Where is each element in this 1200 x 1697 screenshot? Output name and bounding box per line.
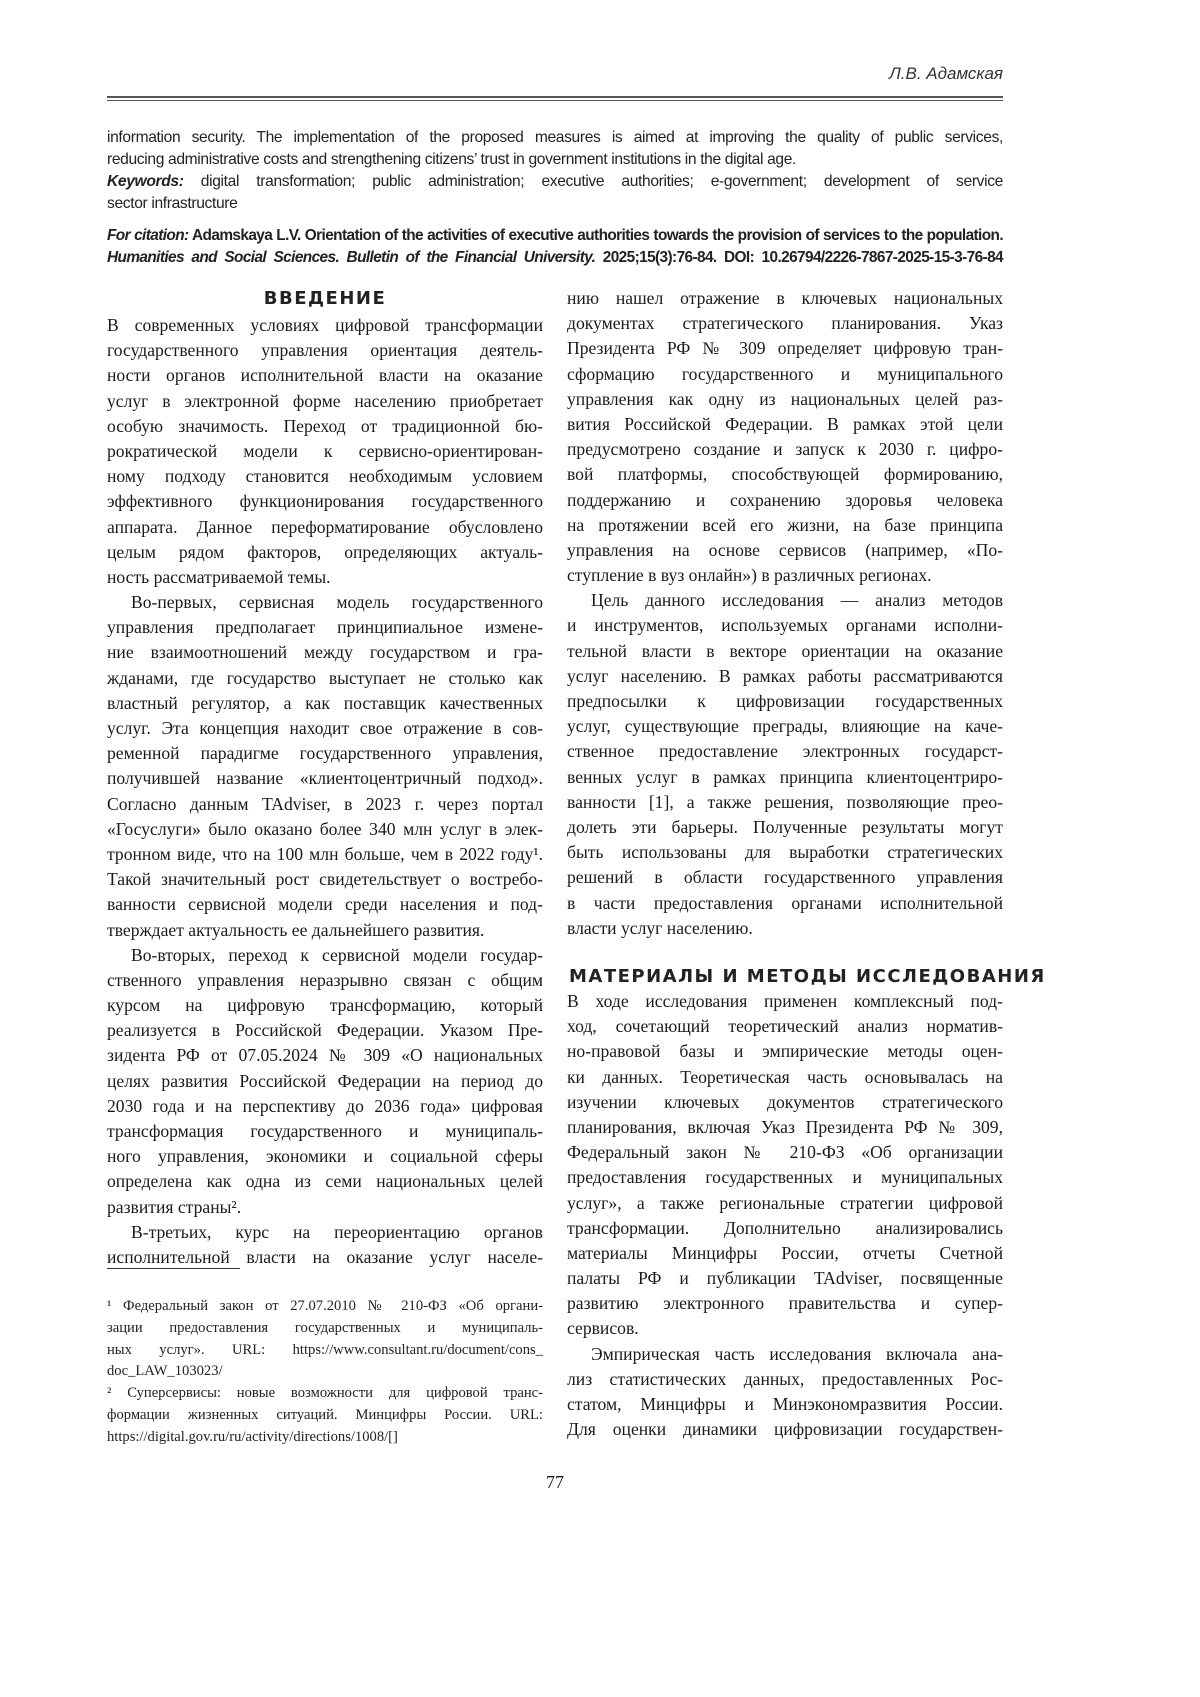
text-line: «Госуслуги» было оказано более 340 млн услуг в элек- (107, 819, 543, 844)
text-line: 2030 года и на перспективу до 2036 года» цифровая (107, 1096, 543, 1121)
citation-line (107, 227, 1003, 249)
text-line: изучении ключевых документов стратегического (567, 1092, 1003, 1117)
footnotes (107, 1298, 543, 1451)
footnote-line: формации жизненных ситуаций. Минцифры России. URL: (107, 1407, 543, 1429)
text-line: услуг. Эта концепция находит свое отражение в сов- (107, 718, 543, 743)
right-column-top (567, 288, 1003, 943)
page-number: 77 (0, 1472, 1110, 1493)
text-line: реализуется в Российской Федерации. Указом Пре- (107, 1020, 543, 1045)
paragraph (107, 592, 543, 945)
text-line: ного управления, экономики и социальной сферы (107, 1146, 543, 1171)
text-line: целым рядом факторов, определяющих актуаль- (107, 542, 543, 567)
text-line: определена как одна из семи национальных целей (107, 1171, 543, 1196)
text-line: ственного управления неразрывно связан с общим (107, 970, 543, 995)
text-line: управления предполагает принципиальное измене- (107, 617, 543, 642)
text-line: трансформация государственного и муниципаль- (107, 1121, 543, 1146)
text-line: документах стратегического планирования. Указ (567, 313, 1003, 338)
citation-line (107, 249, 1003, 271)
text-line: но-правовой базы и эмпирические методы оцен- (567, 1041, 1003, 1066)
text-line: и инструментов, используемых органами исполни- (567, 615, 1003, 640)
text-line: тронном виде, что на 100 млн больше, чем в 2022 году¹. (107, 844, 543, 869)
paragraph (567, 590, 1003, 943)
paragraph (107, 945, 543, 1222)
text-line: тельной власти в векторе ориентации на оказание (567, 641, 1003, 666)
text-line: услуг», а также региональные стратегии цифровой (567, 1193, 1003, 1218)
text-line: ванности [1], а также решения, позволяющие прео- (567, 792, 1003, 817)
footnote-line: ¹ Федеральный закон от 27.07.2010 № 210-ФЗ «Об органи- (107, 1298, 543, 1320)
left-column (107, 315, 543, 1272)
paragraph (567, 288, 1003, 590)
text-line: вития Российской Федерации. В рамках этой цели (567, 414, 1003, 439)
text-line: управления на основе сервисов (например, «По- (567, 540, 1003, 565)
text-line: ственное предоставление электронных государст- (567, 741, 1003, 766)
text-line: планирования, включая Указ Президента РФ № 309, (567, 1117, 1003, 1142)
footnote (107, 1385, 543, 1450)
footnote-line: https://digital.gov.ru/ru/activity/directions/1008/[] (107, 1429, 543, 1451)
citation-details: 2025;15(3):76-84. DOI: 10.26794/2226-7867-2025-15-3-76-84 (603, 249, 1003, 266)
text-line: предпосылки к цифровизации государственных (567, 691, 1003, 716)
text-line: Эмпирическая часть исследования включала ана- (567, 1344, 1003, 1369)
text-line: материалы Минцифры России, отчеты Счетной (567, 1243, 1003, 1268)
text-line: В-третьих, курс на переориентацию органов (107, 1222, 543, 1247)
text-line: эффективного функционирования государственного (107, 491, 543, 516)
footnote-line: ² Суперсервисы: новые возможности для цифровой транс- (107, 1385, 543, 1407)
keywords-line (107, 173, 1003, 195)
text-line: статом, Минцифры и Минэкономразвития России. (567, 1394, 1003, 1419)
citation-label: For citation: (107, 227, 189, 244)
keywords-line: sector infrastructure (107, 195, 1003, 217)
text-line: Согласно данным TAdviser, в 2023 г. через портал (107, 794, 543, 819)
text-line: управления как одну из национальных целей раз- (567, 389, 1003, 414)
text-line: развитию электронного правительства и супер- (567, 1293, 1003, 1318)
text-line: тверждает актуальность ее дальнейшего развития. (107, 920, 543, 945)
text-line: государственного управления ориентация деятель- (107, 340, 543, 365)
text-line: развития страны². (107, 1197, 543, 1222)
paragraph (567, 1344, 1003, 1445)
text-line: услуг населению. В рамках работы рассматриваются (567, 666, 1003, 691)
footnote-line: doc_LAW_103023/ (107, 1363, 543, 1385)
section-heading-methods: МАТЕРИАЛЫ И МЕТОДЫ ИССЛЕДОВАНИЯ (569, 966, 1046, 987)
footnote (107, 1298, 543, 1385)
text-line: Цель данного исследования — анализ методов (567, 590, 1003, 615)
text-line: рократической модели к сервисно-ориентирован- (107, 441, 543, 466)
abstract-line: information security. The implementation of the proposed measures is aimed at improving the quality of public services, (107, 129, 1003, 151)
citation-text: Adamskaya L.V. Orientation of the activities of executive authorities towards the provision of services to the population. (192, 227, 1003, 244)
paragraph (107, 315, 543, 592)
header-rule-thin (107, 100, 1003, 101)
text-line: долеть эти барьеры. Полученные результаты могут (567, 817, 1003, 842)
footnote-line: ных услуг». URL: https://www.consultant.ru/document/cons_ (107, 1342, 543, 1364)
text-line: Федеральный закон № 210-ФЗ «Об организации (567, 1142, 1003, 1167)
text-line: поддержанию и сохранению здоровья человека (567, 490, 1003, 515)
text-line: ременной парадигме государственного управления, (107, 743, 543, 768)
text-line: предоставления государственных и муниципальных (567, 1167, 1003, 1192)
text-line: жданами, где государство выступает не столько как (107, 668, 543, 693)
text-line: В ходе исследования применен комплексный под- (567, 991, 1003, 1016)
abstract-line: reducing administrative costs and strengthening citizens’ trust in government institutions in the digital age. (107, 151, 1003, 173)
text-line: ступление в вуз онлайн») в различных регионах. (567, 565, 1003, 590)
text-line: ние взаимоотношений между государством и гра- (107, 642, 543, 667)
text-line: ность рассматриваемой темы. (107, 567, 543, 592)
text-line: сформацию государственного и муниципального (567, 364, 1003, 389)
text-line: венных услуг в рамках принципа клиентоцентриро- (567, 767, 1003, 792)
text-line: услуг в электронной форме населению приобретает (107, 391, 543, 416)
text-line: Для оценки динамики цифровизации государствен- (567, 1419, 1003, 1444)
keywords-text: digital transformation; public administration; executive authorities; e-government; development of service (201, 173, 1003, 190)
text-line: на протяжении всей его жизни, на базе принципа (567, 515, 1003, 540)
text-line: получившей название «клиентоцентричный подход». (107, 768, 543, 793)
text-line: ному подходу становится необходимым условием (107, 466, 543, 491)
keywords-label: Keywords: (107, 173, 184, 190)
text-line: ванности сервисной модели среди населения и под- (107, 894, 543, 919)
text-line: В современных условиях цифровой трансформации (107, 315, 543, 340)
text-line: предусмотрено создание и запуск к 2030 г. цифро- (567, 439, 1003, 464)
text-line: Во-первых, сервисная модель государственного (107, 592, 543, 617)
text-line: Такой значительный рост свидетельствует о востребо- (107, 869, 543, 894)
text-line: нию нашел отражение в ключевых национальных (567, 288, 1003, 313)
text-line: особую значимость. Переход от традиционной бю- (107, 416, 543, 441)
right-column (567, 288, 1003, 943)
text-line: целях развития Российской Федерации на период до (107, 1071, 543, 1096)
footnote-line: зации предоставления государственных и муниципаль- (107, 1320, 543, 1342)
paragraph (567, 991, 1003, 1344)
text-line: трансформации. Дополнительно анализировались (567, 1218, 1003, 1243)
text-line: палаты РФ и публикации TAdviser, посвященные (567, 1268, 1003, 1293)
text-line: зидента РФ от 07.05.2024 № 309 «О национальных (107, 1045, 543, 1070)
text-line: сервисов. (567, 1318, 1003, 1343)
text-line: быть использованы для выработки стратегических (567, 842, 1003, 867)
footnote-rule (107, 1268, 240, 1269)
text-line: Во-вторых, переход к сервисной модели государ- (107, 945, 543, 970)
text-line: ки данных. Теоретическая часть основывалась на (567, 1067, 1003, 1092)
text-line: в части предоставления органами исполнительной (567, 893, 1003, 918)
text-line: ности органов исполнительной власти на оказание (107, 365, 543, 390)
text-line: курсом на цифровую трансформацию, который (107, 995, 543, 1020)
text-line: решений в области государственного управления (567, 867, 1003, 892)
section-heading-intro: ВВЕДЕНИЕ (107, 288, 543, 309)
header-rule (107, 96, 1003, 98)
text-line: властный регулятор, а как поставщик качественных (107, 693, 543, 718)
text-line: вой платформы, способствующей формированию, (567, 464, 1003, 489)
running-header-author: Л.В. Адамская (889, 64, 1003, 84)
text-line: аппарата. Данное переформатирование обусловлено (107, 517, 543, 542)
methods-text (567, 991, 1003, 1444)
citation-journal: Humanities and Social Sciences. Bulletin of the Financial University. (107, 249, 595, 266)
text-line: услуг, существующие преграды, влияющие на каче- (567, 716, 1003, 741)
text-line: лиз статистических данных, предоставленных Рос- (567, 1369, 1003, 1394)
paragraph (107, 1222, 543, 1272)
text-line: ход, сочетающий теоретический анализ норматив- (567, 1016, 1003, 1041)
text-line: власти услуг населению. (567, 918, 1003, 943)
text-line: исполнительной власти на оказание услуг населе- (107, 1247, 543, 1272)
text-line: Президента РФ № 309 определяет цифровую тран- (567, 338, 1003, 363)
